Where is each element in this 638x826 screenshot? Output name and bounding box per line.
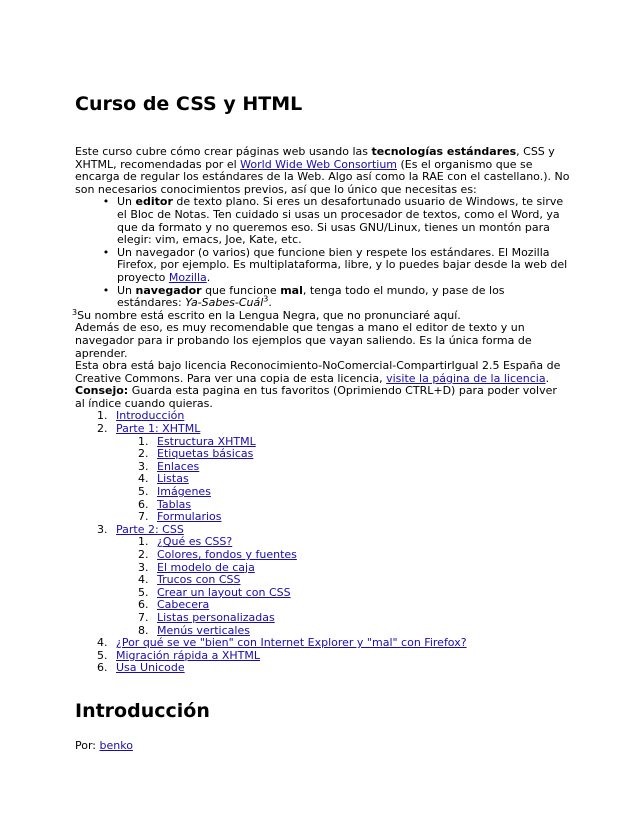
item-text: . (206, 270, 211, 284)
toc-link[interactable]: Tablas (157, 497, 192, 511)
intro-section (72, 145, 570, 675)
toc-number: 4. (138, 573, 149, 587)
toc-item (75, 423, 570, 524)
toc-link[interactable]: Cabecera (157, 598, 210, 612)
footnote-text: Su nombre está escrito en la Lengua Negra, que no pronunciaré aquí. (77, 308, 461, 322)
toc-number: 1. (138, 535, 149, 549)
intro-bold: tecnologías estándares (371, 145, 517, 158)
page-title: Curso de CSS y HTML (75, 93, 303, 115)
footnote-ref: 3 (263, 294, 269, 304)
license-text: . (545, 371, 550, 385)
toc-link[interactable]: Imágenes (157, 485, 211, 499)
toc-number: 6. (138, 497, 149, 511)
item-italic: Ya-Sabes-Cuál (185, 296, 264, 310)
toc-link-ie-firefox[interactable]: ¿Por qué se ve "bien" con Internet Explorer y "mal" con Firefox? (116, 636, 467, 650)
w3c-link[interactable]: World Wide Web Consortium (240, 157, 398, 171)
toc-link-parte2[interactable]: Parte 2: CSS (116, 522, 184, 536)
tip-paragraph (75, 385, 570, 410)
toc-number: 7. (138, 610, 149, 624)
tip-label: Consejo: (75, 384, 129, 398)
toc-number: 1. (97, 409, 108, 423)
para-editor: Además de eso, es muy recomendable que tengas a mano el editor de texto y un navegador para ir probando los ejemplos que vayan saliendo. Es la única forma de aprender. (75, 321, 532, 360)
toc-link[interactable]: Etiquetas básicas (157, 447, 254, 461)
toc-sublist-css (116, 536, 570, 637)
list-item (102, 283, 570, 310)
intro-text-a: Este curso cubre cómo crear páginas web usando las (75, 145, 372, 158)
item-text: , tenga todo el mundo, y pase de los estándares: (117, 283, 505, 310)
item-text: de texto plano. Si eres un desafortunado usuario de Windows, te sirve el Bloc de Notas. Ten cuidado si usas un procesador de textos, como el Word, ya que da formato y no queremos eso. Si usas GNU/Linux, tienes un montón para elegir: vim, emacs, Joe, Kate, etc. (117, 195, 564, 247)
toc-link[interactable]: Estructura XHTML (157, 434, 256, 448)
toc-link[interactable]: Colores, fondos y fuentes (157, 548, 297, 561)
toc-number: 2. (138, 548, 149, 561)
item-text: Un (117, 283, 136, 297)
toc-link[interactable]: Formularios (157, 510, 222, 524)
toc-number: 5. (97, 648, 108, 662)
toc-number: 4. (138, 472, 149, 486)
toc-link-parte1[interactable]: Parte 1: XHTML (116, 422, 201, 436)
item-bold: editor (135, 195, 173, 209)
item-text: . (268, 296, 272, 310)
license-paragraph (75, 360, 570, 385)
footnote-number: 3 (72, 307, 78, 317)
item-text: Un (117, 195, 136, 209)
toc-subitem (116, 511, 570, 524)
item-bold: navegador (135, 283, 202, 297)
item-text: que funcione (201, 283, 281, 297)
section-heading: Introducción (75, 700, 210, 722)
toc-link[interactable]: Enlaces (157, 459, 200, 473)
toc-link[interactable]: Listas (157, 472, 189, 486)
intro-text-b: , CSS y XHTML, recomendadas por el (75, 145, 555, 171)
toc-item (75, 662, 570, 675)
toc-link[interactable]: Crear un layout con CSS (157, 585, 291, 599)
toc-link[interactable]: Menús verticales (157, 623, 250, 637)
author-label: Por: (75, 739, 100, 752)
item-bold: mal (280, 283, 303, 297)
requirements-list (75, 196, 570, 309)
toc-number: 4. (97, 636, 108, 650)
toc-link[interactable]: Trucos con CSS (157, 573, 241, 587)
toc-number: 3. (138, 560, 149, 574)
bullet-icon: • (102, 283, 110, 297)
toc-number: 5. (138, 585, 149, 599)
toc-number: 7. (138, 510, 149, 524)
toc-number: 6. (97, 661, 108, 675)
toc-number: 3. (97, 522, 108, 536)
toc-link[interactable]: El modelo de caja (157, 560, 255, 574)
tip-text: Guarda esta pagina en tus favoritos (Oprimiendo CTRL+D) para poder volver al índice cuando quieras. (75, 384, 557, 410)
table-of-contents (75, 410, 570, 674)
license-text: Esta obra está bajo licencia Reconocimiento-NoComercial-CompartirIgual 2.5 España de Creative Commons. Para ver una copia de esta licencia, (75, 359, 561, 385)
toc-number: 2. (138, 447, 149, 461)
toc-item (75, 524, 570, 637)
toc-number: 2. (97, 422, 108, 436)
toc-link[interactable]: Listas personalizadas (157, 610, 275, 624)
author-line (75, 740, 133, 753)
intro-text-c: (Es el organismo que se encarga de regular los estándares de la Web. Algo así como la RAE con el castellano.). No son necesarios conocimientos previos, así que lo único que necesitas es: (75, 157, 570, 196)
list-item (102, 245, 570, 285)
toc-number: 8. (138, 623, 149, 637)
license-link[interactable]: visite la página de la licencia (386, 371, 546, 385)
bullet-icon: • (102, 195, 110, 209)
toc-link-migracion[interactable]: Migración rápida a XHTML (116, 648, 260, 662)
toc-sublist-xhtml (116, 436, 570, 524)
footnote (72, 307, 570, 323)
item-text: Un navegador (o varios) que funcione bien y respete los estándares. El Mozilla Firefox, por ejemplo. Es multiplataforma, libre, y lo puedes bajar desde la web del proyecto (117, 245, 568, 284)
toc-number: 6. (138, 598, 149, 612)
toc-number: 3. (138, 459, 149, 473)
toc-number: 1. (138, 434, 149, 448)
author-link[interactable]: benko (99, 739, 133, 752)
toc-number: 5. (138, 485, 149, 499)
toc-link-unicode[interactable]: Usa Unicode (116, 661, 185, 675)
list-item (102, 195, 570, 247)
bullet-icon: • (102, 245, 110, 259)
toc-link[interactable]: ¿Qué es CSS? (157, 535, 233, 549)
toc-link-introduccion[interactable]: Introducción (116, 409, 185, 423)
mozilla-link[interactable]: Mozilla (168, 270, 207, 284)
intro-paragraph (75, 146, 570, 196)
